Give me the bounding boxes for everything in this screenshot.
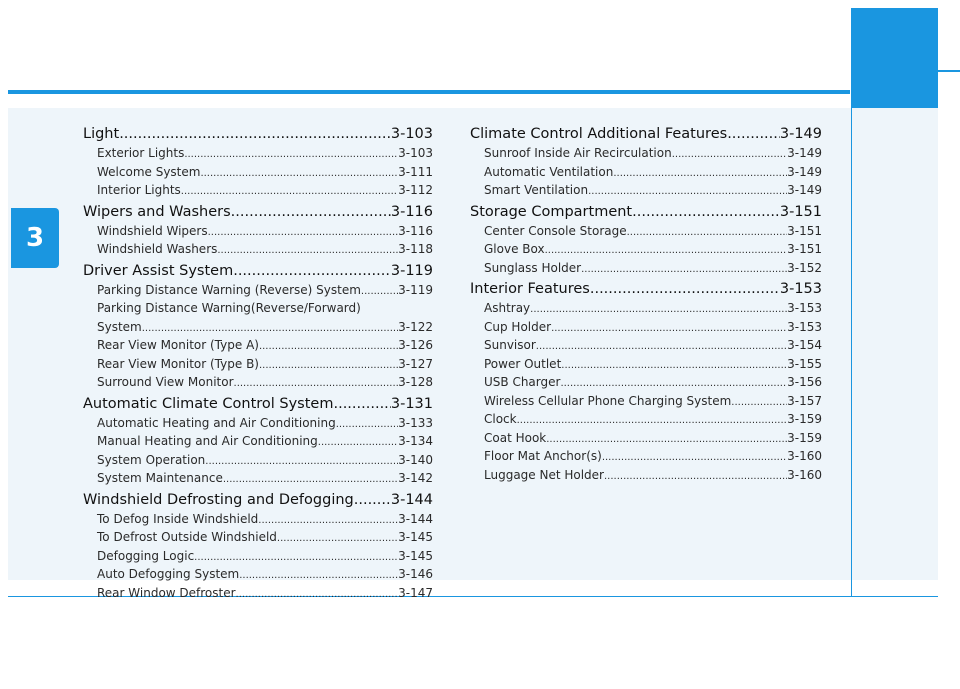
toc-entry[interactable] (470, 336, 822, 355)
dot-leader (536, 338, 787, 357)
entry-label: Sunvisor (484, 338, 536, 352)
entry-page-number: 3-146 (398, 567, 433, 581)
section-page-number: 3-149 (779, 126, 822, 142)
entry-page-number: 3-152 (787, 260, 822, 275)
entry-label: Automatic Heating and Air Conditioning (97, 415, 336, 430)
entry-page-number: 3-119 (398, 282, 433, 297)
entry-page-number: 3-122 (398, 319, 433, 334)
toc-section-heading[interactable] (83, 202, 433, 222)
section-title: Driver Assist System (83, 262, 234, 279)
dot-leader (333, 394, 390, 414)
dot-leader (361, 283, 398, 302)
toc-entry[interactable] (470, 410, 822, 429)
toc-entry[interactable] (470, 144, 822, 163)
toc-entry[interactable] (470, 240, 822, 259)
toc-entry[interactable] (470, 392, 822, 411)
entry-page-number: 3-118 (398, 242, 433, 256)
toc-entry[interactable] (83, 510, 433, 529)
entry-label: Auto Defogging System (97, 567, 240, 581)
toc-entry[interactable] (470, 373, 822, 392)
toc-entry[interactable] (470, 429, 822, 448)
entry-label: Center Console Storage (484, 223, 627, 238)
entry-page-number: 3-103 (398, 146, 433, 160)
entry-page-number: 3-144 (398, 511, 433, 526)
entry-label: Wireless Cellular Phone Charging System (484, 393, 732, 408)
toc-entry[interactable] (83, 281, 433, 300)
entry-label: Manual Heating and Air Conditioning (97, 434, 318, 448)
dot-leader (239, 567, 398, 586)
entry-page-number: 3-159 (787, 430, 822, 445)
entry-label: Interior Lights (97, 183, 181, 197)
dot-leader (561, 357, 787, 376)
dot-leader (731, 394, 787, 413)
dot-leader (205, 453, 398, 472)
dot-leader (581, 261, 787, 280)
toc-entry[interactable] (470, 163, 822, 182)
entry-label: System Maintenance (97, 471, 223, 485)
dot-leader (200, 165, 398, 184)
entry-label: Coat Hook (484, 430, 547, 445)
section-page-number: 3-151 (779, 203, 822, 220)
entry-label: System Operation (97, 452, 206, 467)
entry-page-number: 3-142 (398, 471, 433, 485)
dot-leader (336, 416, 398, 435)
dot-leader (208, 224, 399, 243)
section-title: Windshield Defrosting and Defogging (83, 491, 354, 508)
section-page-number: 3-144 (390, 491, 433, 508)
entry-page-number: 3-155 (787, 356, 822, 371)
dot-leader (181, 183, 398, 202)
section-title: Climate Control Additional Features (470, 126, 728, 142)
dot-leader (354, 490, 391, 510)
section-title: Automatic Climate Control System (83, 395, 334, 412)
entry-label: Clock (484, 412, 517, 426)
entry-page-number: 3-157 (787, 393, 822, 408)
toc-entry[interactable] (83, 432, 433, 451)
entry-label: Power Outlet (484, 356, 562, 371)
entry-label: Floor Mat Anchor(s) (484, 449, 602, 463)
entry-page-number: 3-160 (787, 467, 822, 482)
entry-page-number: 3-128 (398, 375, 433, 389)
entry-label: Rear Window Defroster (97, 585, 236, 600)
entry-label: System (97, 319, 142, 334)
entry-label: Windshield Wipers (97, 223, 208, 238)
chapter-tab: 3 (11, 208, 59, 268)
entry-page-number: 3-111 (398, 164, 433, 179)
toc-entry[interactable] (470, 318, 822, 337)
toc-section-heading[interactable] (470, 124, 822, 144)
entry-page-number: 3-116 (398, 223, 433, 238)
dot-leader (604, 468, 787, 487)
entry-page-number: 3-160 (787, 449, 822, 463)
entry-label: To Defrost Outside Windshield (97, 530, 277, 544)
entry-page-number: 3-154 (787, 338, 822, 352)
toc-section-heading[interactable] (83, 490, 433, 510)
entry-page-number: 3-149 (787, 183, 822, 197)
entry-page-number: 3-156 (787, 375, 822, 389)
toc-entry[interactable] (83, 355, 433, 374)
entry-label: Cup Holder (484, 319, 552, 334)
entry-label: Sunglass Holder (484, 260, 582, 275)
toc-entry[interactable] (83, 565, 433, 584)
section-page-number: 3-103 (390, 126, 433, 142)
dot-leader (318, 434, 398, 453)
entry-page-number: 3-159 (787, 412, 822, 426)
entry-page-number: 3-149 (787, 146, 822, 160)
dot-leader (588, 183, 787, 202)
dot-leader (258, 512, 398, 531)
toc-entry[interactable] (83, 163, 433, 182)
margin-divider (851, 108, 852, 596)
dot-leader (223, 471, 398, 490)
dot-leader (627, 224, 788, 243)
entry-page-number: 3-140 (398, 452, 433, 467)
toc-right-column (470, 124, 822, 484)
entry-label: USB Charger (484, 375, 561, 389)
toc-entry[interactable] (83, 222, 433, 241)
dot-leader (259, 357, 398, 376)
entry-label: Surround View Monitor (97, 375, 234, 389)
toc-entry[interactable] (470, 222, 822, 241)
section-page-number: 3-119 (390, 262, 433, 279)
entry-page-number: 3-151 (787, 242, 822, 256)
section-page-number: 3-153 (779, 281, 822, 297)
entry-page-number: 3-126 (398, 338, 433, 352)
entry-label: Rear View Monitor (Type A) (97, 338, 259, 352)
toc-entry[interactable] (83, 144, 433, 163)
dot-leader (119, 124, 391, 144)
dot-leader (517, 412, 788, 431)
toc-entry[interactable] (470, 355, 822, 374)
entry-label: Luggage Net Holder (484, 467, 604, 482)
entry-label: Windshield Washers (97, 242, 218, 256)
entry-page-number: 3-112 (398, 183, 433, 197)
toc-entry[interactable] (83, 451, 433, 470)
dot-leader (236, 586, 399, 605)
entry-label: Rear View Monitor (Type B) (97, 356, 259, 371)
dot-leader (217, 242, 398, 261)
dot-leader (727, 124, 780, 144)
entry-page-number: 3-134 (398, 434, 433, 448)
toc-entry[interactable] (83, 547, 433, 566)
toc-entry-continued: Parking Distance Warning(Reverse/Forward) (97, 301, 361, 315)
dot-leader (530, 301, 787, 320)
toc-entry[interactable] (470, 259, 822, 278)
dot-leader (184, 146, 398, 165)
entry-page-number: 3-133 (398, 415, 433, 430)
dot-leader (551, 320, 787, 339)
entry-label: To Defog Inside Windshield (97, 511, 259, 526)
toc-section-heading[interactable] (470, 279, 822, 299)
entry-page-number: 3-149 (787, 164, 822, 179)
section-title: Wipers and Washers (83, 203, 231, 220)
section-page-number: 3-116 (390, 203, 433, 220)
entry-page-number: 3-127 (398, 356, 433, 371)
entry-page-number: 3-153 (787, 301, 822, 315)
dot-leader (632, 202, 780, 222)
dot-leader (234, 375, 399, 394)
toc-entry[interactable] (83, 584, 433, 603)
toc-section-heading[interactable] (83, 261, 433, 281)
section-title: Interior Features (470, 281, 590, 297)
header-rule (8, 90, 850, 94)
entry-label: Smart Ventilation (484, 183, 589, 197)
toc-entry[interactable] (83, 414, 433, 433)
corner-color-block (851, 8, 938, 108)
dot-leader (590, 279, 780, 299)
dot-leader (231, 202, 391, 222)
toc-entry[interactable] (470, 447, 822, 466)
toc-entry[interactable] (83, 469, 433, 488)
toc-entry[interactable] (83, 318, 433, 337)
entry-label: Ashtray (484, 301, 531, 315)
entry-label: Exterior Lights (97, 146, 185, 160)
toc-section-heading[interactable] (83, 394, 433, 414)
toc-entry[interactable] (470, 299, 822, 318)
header-rule-right (938, 70, 960, 72)
dot-leader (602, 449, 787, 468)
dot-leader (672, 146, 787, 165)
dot-leader (233, 261, 391, 281)
entry-page-number: 3-153 (787, 319, 822, 334)
toc-entry[interactable] (470, 466, 822, 485)
entry-label: Parking Distance Warning (Reverse) System (97, 282, 361, 297)
dot-leader (613, 165, 787, 184)
section-page-number: 3-131 (390, 395, 433, 412)
section-title: Storage Compartment (470, 203, 633, 220)
entry-page-number: 3-151 (787, 223, 822, 238)
toc-entry[interactable] (83, 240, 433, 259)
dot-leader (259, 338, 398, 357)
entry-page-number: 3-145 (398, 530, 433, 544)
entry-label: Defogging Logic (97, 548, 195, 563)
section-title: Light (83, 126, 120, 142)
entry-page-number: 3-145 (398, 548, 433, 563)
entry-label: Glove Box (484, 242, 545, 256)
toc-entry[interactable] (83, 528, 433, 547)
toc-entry[interactable] (83, 181, 433, 200)
toc-section-heading[interactable] (470, 202, 822, 222)
dot-leader (277, 530, 398, 549)
toc-section-heading[interactable] (83, 124, 433, 144)
entry-label: Automatic Ventilation (484, 164, 614, 179)
toc-entry[interactable] (83, 336, 433, 355)
toc-left-column (83, 124, 433, 602)
toc-entry[interactable] (83, 373, 433, 392)
entry-label: Welcome System (97, 164, 201, 179)
entry-page-number: 3-147 (398, 585, 433, 600)
toc-entry[interactable] (470, 181, 822, 200)
entry-label: Sunroof Inside Air Recirculation (484, 146, 672, 160)
